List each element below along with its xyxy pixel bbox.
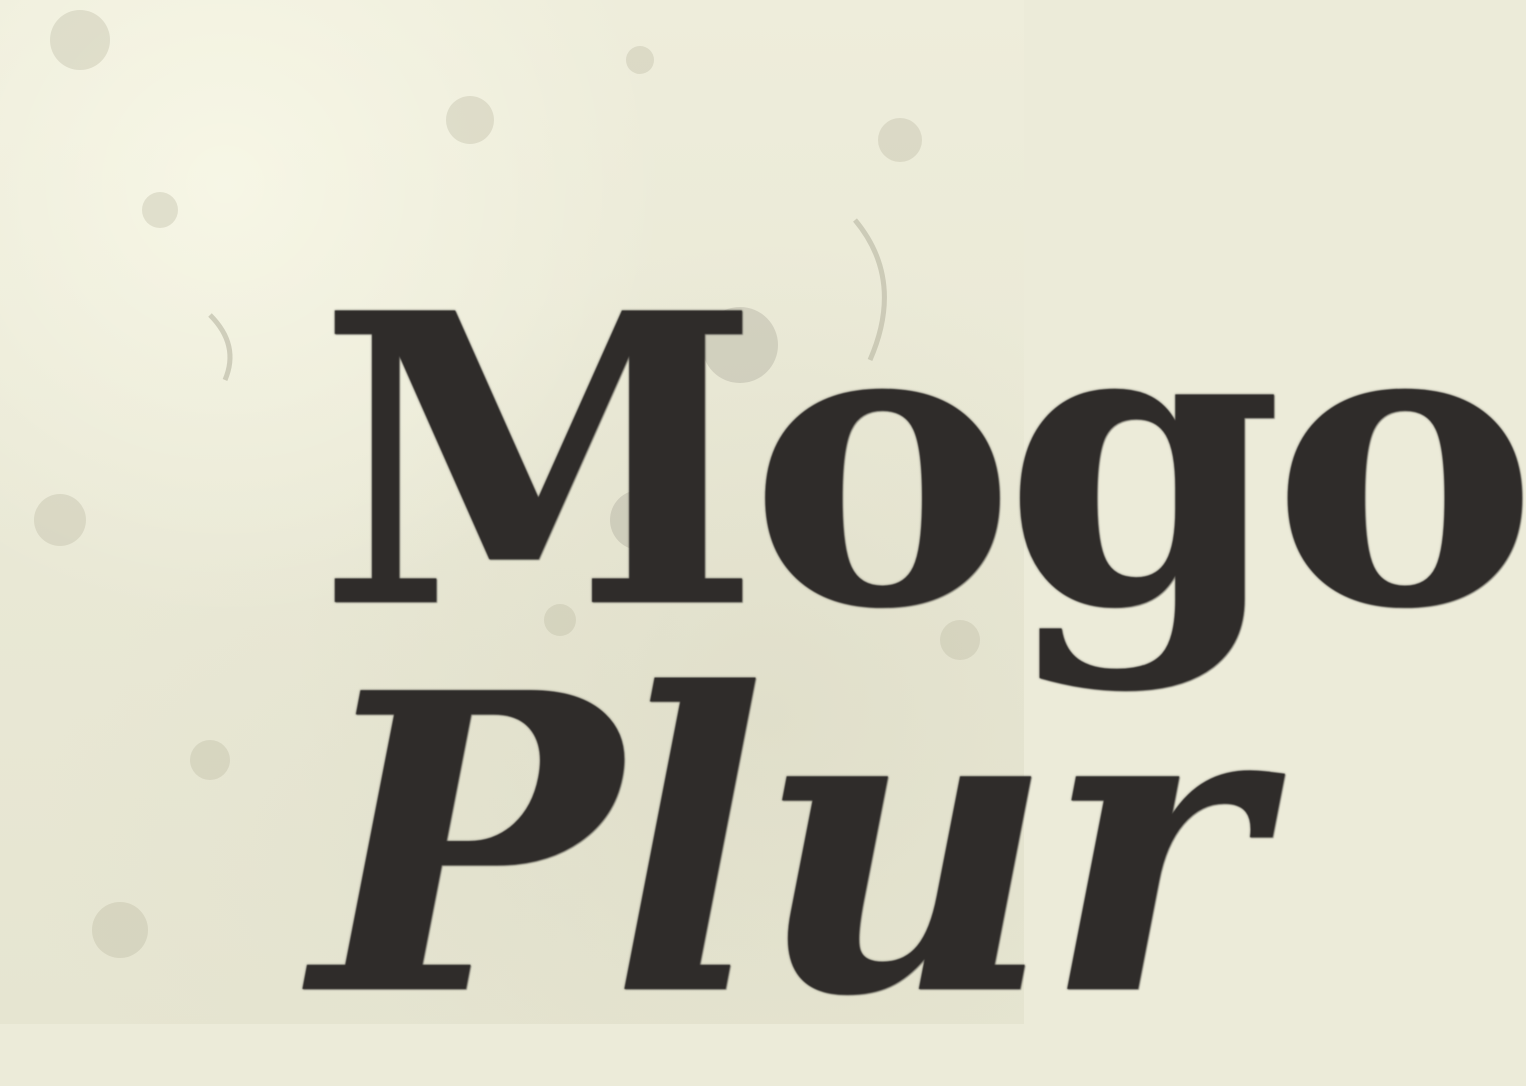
text-line-1: Mogo <box>318 227 1526 697</box>
text-line-2: Plur <box>312 604 1251 1086</box>
